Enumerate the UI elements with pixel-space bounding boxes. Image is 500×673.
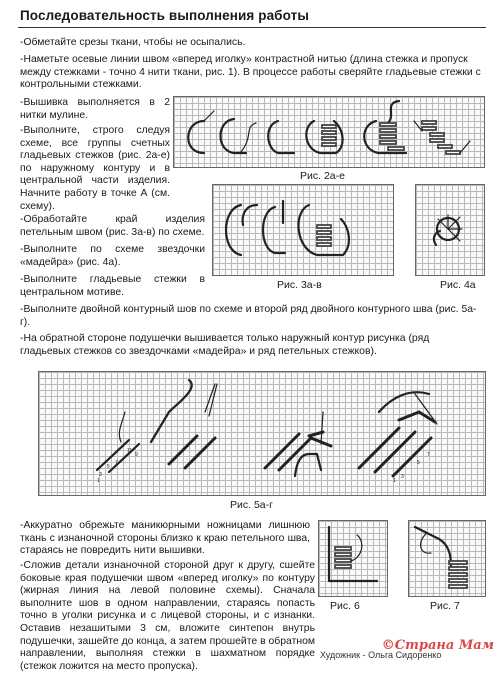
svg-text:1: 1	[97, 478, 100, 484]
svg-text:9: 9	[135, 452, 138, 458]
figure-6-caption: Рис. 6	[330, 600, 360, 612]
paragraph-madeira-stars: -Выполните по схеме звездочки «мадейра» (рис. 4а).	[20, 244, 205, 268]
paragraph-satin-stitches: -Выполните, строго следуя схеме, все группы счетных гладьевых стежков (рис. 2а-е) по наружному контуру и в центральной части изделия. Начните работу в точке А (см. схему).	[20, 125, 170, 212]
figure-3-diagram	[212, 184, 394, 276]
paragraph-assemble-pillow: -Сложив детали изнаночной стороной друг к другу, сшейте боковые края подушечки швом «вперед иголку» по контуру (жирная линия на левой половине схемы). Сначала выполните шов в одном направлении, стараясь попасть точно в уголки рисунка и с лицевой стороны, и с изнанки. Оставив незашитыми 3 см, вложите синтепон внутрь подушечки, зашейте до конца, а затем прошейте в обратном направлении, выполняя стежки в шахматном порядке (стежок ложится на место пропуска).	[20, 560, 315, 672]
svg-text:5: 5	[417, 460, 420, 466]
figure-4-caption: Рис. 4а	[440, 279, 476, 291]
svg-text:1: 1	[393, 478, 396, 484]
paragraph-central-motif: -Выполните гладьевые стежки в центральном мотиве.	[20, 274, 205, 298]
svg-text:3: 3	[99, 472, 102, 478]
artist-credit: Художник - Ольга Сидоренко	[320, 650, 442, 660]
paragraph-double-outline: -Выполните двойной контурный шов по схеме и второй ряд двойного контурного шва (рис. 5а-г).	[20, 304, 477, 328]
title-divider	[18, 27, 486, 28]
figure-5-diagram	[38, 371, 486, 496]
figure-5-caption: Рис. 5а-г	[230, 499, 273, 511]
paragraph-trim-fabric: -Аккуратно обрежьте маникюрными ножницами лишнюю ткань с изнаночной стороны близко к краю петельного шва, стараясь не повредить нити вышивки.	[20, 520, 310, 557]
svg-text:7: 7	[115, 460, 118, 466]
watermark: ©Страна Мам	[381, 638, 494, 653]
figure-3-caption: Рис. 3а-в	[277, 279, 322, 291]
figure-6-diagram	[318, 520, 388, 597]
paragraph-axis-lines: -Наметьте осевые линии швом «вперед иголку» контрастной нитью (длина стежка и пропуск между стежками - точно 4 нити ткани, рис. 1). В процессе работы сверяйте гладьевые стежки с контрольными стежками.	[20, 54, 481, 91]
svg-text:11: 11	[127, 448, 133, 454]
paragraph-back-side: -На обратной стороне подушечки вышивается только наружный контур рисунка (ряд гладьевых стежков со звездочками «мадейра» и ряд петельных стежков).	[20, 333, 430, 357]
page-title: Последовательность выполнения работы	[20, 8, 309, 23]
paragraph-thread-count: -Вышивка выполняется в 2 нитки мулине.	[20, 97, 170, 121]
paragraph-buttonhole-edge: -Обработайте край изделия петельным швом (рис. 3а-в) по схеме.	[20, 214, 205, 238]
figure-7-caption: Рис. 7	[430, 600, 460, 612]
svg-text:3: 3	[401, 474, 404, 480]
paragraph-overcast-edges: -Обметайте срезы ткани, чтобы не осыпались.	[20, 37, 246, 48]
figure-4-diagram	[415, 184, 485, 276]
svg-text:5: 5	[107, 464, 110, 470]
figure-7-diagram	[408, 520, 486, 597]
figure-2-caption: Рис. 2а-е	[300, 170, 345, 182]
svg-text:7: 7	[427, 452, 430, 458]
figure-2-diagram	[173, 96, 485, 168]
